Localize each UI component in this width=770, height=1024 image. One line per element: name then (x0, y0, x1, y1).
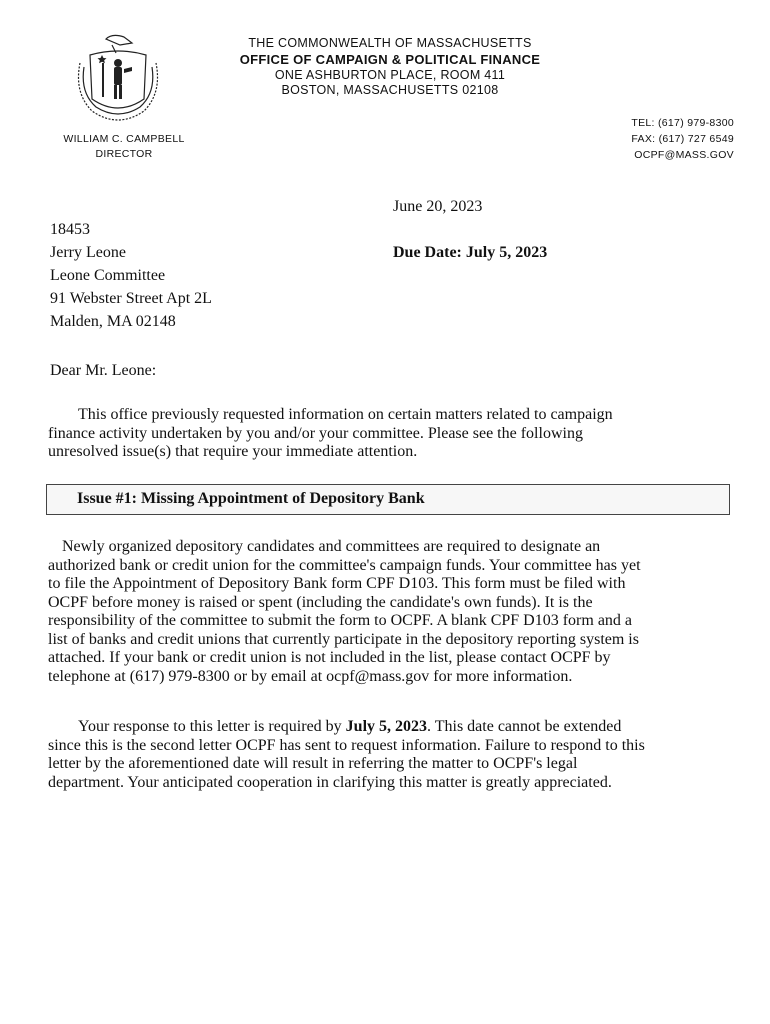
recipient-city: Malden, MA 02148 (50, 313, 176, 330)
closing-text: Your response to this letter is required by (78, 718, 346, 735)
issue-line: list of banks and credit unions that currently participate in the depository reporting system is (48, 630, 639, 648)
letter-date: June 20, 2023 (393, 198, 483, 215)
issue-heading-box (46, 484, 730, 515)
closing-line: department. Your anticipated cooperation in clarifying this matter is greatly appreciated. (48, 773, 612, 791)
letterhead-commonwealth: THE COMMONWEALTH OF MASSACHUSETTS (248, 36, 532, 50)
issue-line: attached. If your bank or credit union is not included in the list, please contact OCPF by (48, 649, 611, 666)
issue-line: OCPF before money is raised or spent (including the candidate's own funds). It is the (48, 593, 593, 611)
director-title: DIRECTOR (95, 148, 153, 160)
issue-line: authorized bank or credit union for the committee's campaign funds. Your committee has yet (48, 556, 641, 574)
recipient-committee: Leone Committee (50, 267, 166, 284)
intro-line: This office previously requested information on certain matters related to campaign (78, 406, 613, 423)
closing-paragraph (48, 718, 728, 792)
contact-fax: FAX: (617) 727 6549 (631, 133, 734, 145)
closing-line: letter by the aforementioned date will result in referring the matter to OCPF's legal (48, 755, 578, 772)
recipient-id: 18453 (50, 221, 90, 238)
intro-line: finance activity undertaken by you and/or your committee. Please see the following (48, 424, 583, 442)
letterhead-street: ONE ASHBURTON PLACE, ROOM 411 (274, 68, 506, 82)
contact-email: OCPF@MASS.GOV (634, 149, 734, 161)
letterhead-city: BOSTON, MASSACHUSETTS 02108 (281, 83, 499, 97)
recipient-name: Jerry Leone (50, 244, 126, 261)
recipient-street: 91 Webster Street Apt 2L (50, 290, 212, 307)
closing-deadline: July 5, 2023 (345, 718, 428, 735)
director-name: WILLIAM C. CAMPBELL (63, 133, 185, 145)
issue-heading: Issue #1: Missing Appointment of Depository Bank (77, 490, 425, 507)
closing-line: since this is the second letter OCPF has sent to request information. Failure to respond to this (48, 736, 645, 754)
intro-line: unresolved issue(s) that require your immediate attention. (48, 443, 418, 460)
issue-line: responsibility of the committee to submit the form to OCPF. A blank CPF D103 form and a (48, 612, 633, 629)
issue-paragraph (48, 538, 728, 686)
issue-line: to file the Appointment of Depository Bank form CPF D103. This form must be filed with (48, 575, 626, 592)
issue-line: telephone at (617) 979-8300 or by email at ocpf@mass.gov for more information. (48, 667, 573, 685)
salutation: Dear Mr. Leone: (50, 362, 157, 379)
closing-text: . This date cannot be extended (427, 718, 622, 735)
due-date: Due Date: July 5, 2023 (393, 244, 548, 261)
contact-telephone: TEL: (617) 979-8300 (631, 117, 734, 129)
intro-paragraph (48, 406, 728, 462)
issue-line: Newly organized depository candidates and committees are required to designate an (62, 538, 601, 555)
letterhead-office-name: OFFICE OF CAMPAIGN & POLITICAL FINANCE (239, 52, 541, 67)
